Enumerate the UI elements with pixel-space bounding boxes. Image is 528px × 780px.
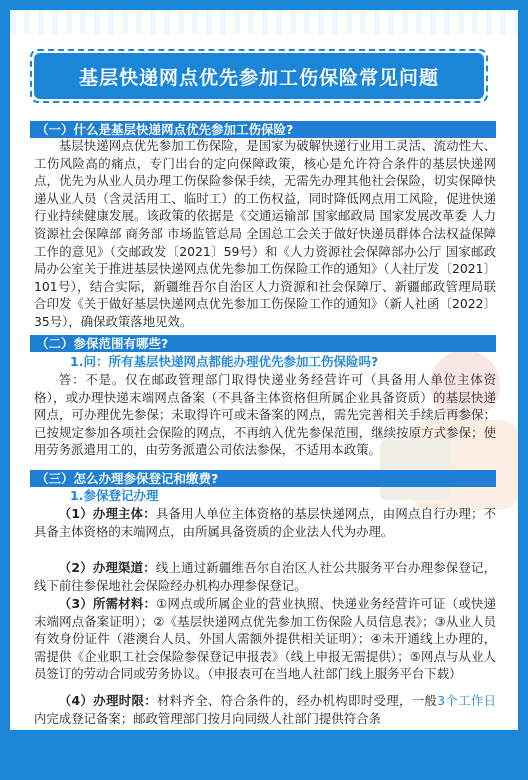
question-1: 1.问：所有基层快递网点都能办理优先参加工伤保险吗? xyxy=(70,354,379,369)
section-1-body: 基层快递网点优先参加工伤保险，是国家为破解快递行业用工灵活、流动性大、工伤风险高的痛点，专门出台的定向保障政策，核心是允许符合条件的基层快递网点，优先为从业人员办理工伤保险参保手续，无需先办理其他社会保险，切实保障快递从业人员（含灵活用工、临时工）的工伤权益，同时降低网点用工风险，促进快递行业持续健康发展。该政策的依据是《交通运输部 国家邮政局 国家发展改革委 人力资源社会保障部 商务部 市场监管总局 全国总工会关于做好快递员群体合法权益保障工作的意见》（交邮政发〔2021〕59号）和《人力资源社会保障部办公厅 国家邮政局办公室关于推进基层快递网点优先参加工伤保险工作的通知》（人社厅发〔2021〕101号），结合实际，新疆维吾尔自治区人力资源和社会保障厅、新疆邮政管理局联合印发《关于做好基层快递网点优先参加工伤保险工作的通知》（新人社函〔2022〕35号），确保政策落地见效。 xyxy=(34,138,496,329)
item-2 xyxy=(34,559,496,594)
item-1-text: 具备用人单位主体资格的基层快递网点，由网点自行办理；不具备主体资格的末端网点，由所属具备资质的企业法人代为办理。 xyxy=(34,506,497,539)
item-4-text-a: 材料齐全、符合条件的，经办机构即时受理，一般 xyxy=(156,693,438,708)
item-2-text: 线上通过新疆维吾尔自治区人社公共服务平台办理参保登记，线下前往参保地社会保险经办机构办理参保登记。 xyxy=(34,560,497,593)
item-4-text-b: 内完成登记备案；邮政管理部门按月向同级人社部门提供符合条 xyxy=(34,710,381,726)
item-4 xyxy=(34,692,496,727)
item-4-label: （4）办理时限： xyxy=(58,693,157,708)
section-heading-2: （二）参保范围有哪些? xyxy=(30,335,496,352)
page-title: 基层快递网点优先参加工伤保险常见问题 xyxy=(34,53,484,99)
item-3-text: ①网点或所属企业的营业执照、快递业务经营许可证（或快递末端网点备案证明）；②《基层快递网点优先参加工伤保险人员信息表》；③从业人员有效身份证件（港澳台人员、外国人需额外提供相关证明）；④未开通线上办理的，需提供《企业职工社会保险参保登记申报表》（线上申报无需提供）；⑤网点与从业人员签订的劳动合同或劳务协议。（申报表可在当地人社部门线上服务平台下载） xyxy=(34,596,496,682)
item-1 xyxy=(34,505,496,540)
item-2-label: （2）办理渠道： xyxy=(58,560,156,575)
item-4-highlight: 3个工作日 xyxy=(437,693,497,708)
subheading-registration: 1.参保登记办理 xyxy=(70,488,159,503)
answer-1: 答：不是。仅在邮政管理部门取得快递业务经营许可（具备用人单位主体资格），或办理快递末端网点备案（不具备主体资格但所属企业具备资质）的基层快递网点，可办理优先参保；未取得许可或未备案的网点，需先完善相关手续后再参保；已按规定参加各项社会保险的网点，不再纳入优先参保范围，继续按原方式参保；使用劳务派遣用工的，由劳务派遣公司依法参保，不适用本政策。 xyxy=(34,372,496,458)
item-3 xyxy=(34,595,496,683)
section-heading-1: （一）什么是基层快递网点优先参加工伤保险? xyxy=(30,121,496,138)
item-3-label: （3）所需材料： xyxy=(58,596,157,611)
section-heading-3: （三）怎么办理参保登记和缴费? xyxy=(30,470,496,487)
item-1-label: （1）办理主体： xyxy=(58,506,156,521)
